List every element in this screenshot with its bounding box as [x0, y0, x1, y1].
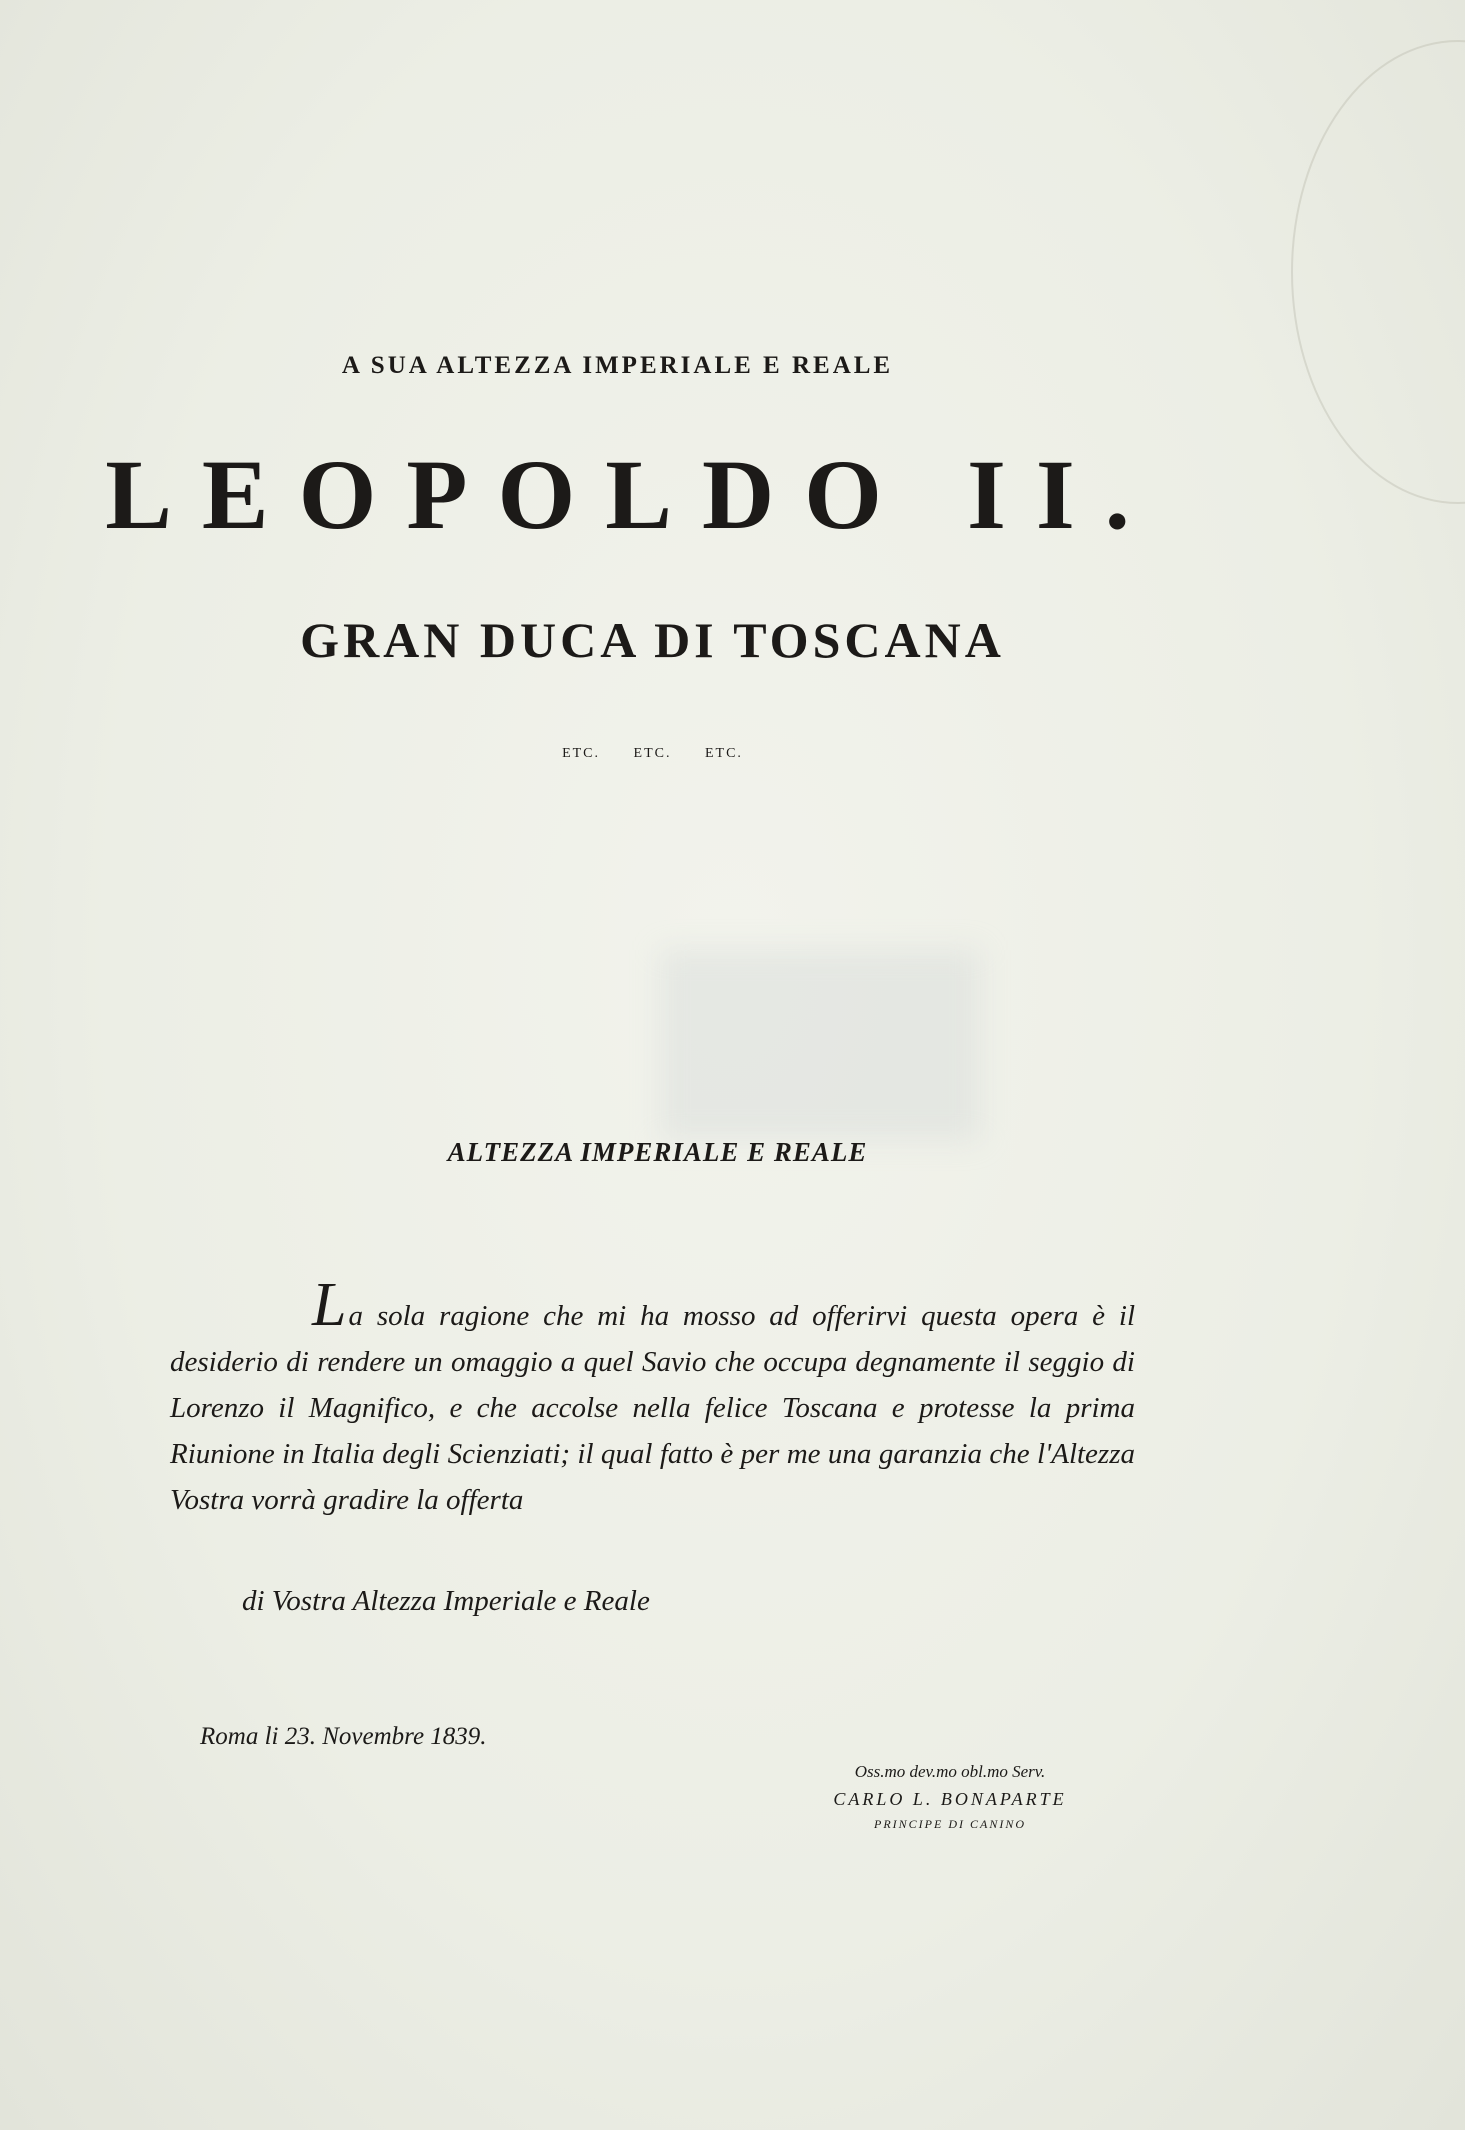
signature-title: PRINCIPE DI CANINO [874, 1817, 1026, 1831]
letter-body [170, 1271, 1135, 1523]
letter-salutation: ALTEZZA IMPERIALE E REALE [447, 1137, 868, 1167]
signature-courtesy: Oss.mo dev.mo obl.mo Serv. [854, 1762, 1046, 1781]
letter-body-text: a sola ragione che mi ha mosso ad offerirvi questa opera è il desiderio di rendere un omaggio a quel Savio che occupa degnamente il seggio di Lorenzo il Magnifico, e che accolse nella felice Toscana e protesse la prima Riunione in Italia degli Scienziati; il qual fatto è per me una garanzia che l'Altezza Vostra vorrà gradire la offerta [170, 1300, 1135, 1516]
dedication-etc [0, 746, 1385, 762]
etc-item: ETC. [562, 746, 601, 761]
signature-name: CARLO L. BONAPARTE [833, 1789, 1067, 1809]
drop-cap: L [312, 1271, 347, 1339]
dedication-name: LEOPOLDO II. [105, 439, 1160, 550]
etc-item: ETC. [704, 746, 743, 761]
letter-date: Roma li 23. Novembre 1839. [200, 1723, 487, 1750]
etc-item: ETC. [633, 746, 672, 761]
signature-block [790, 1760, 1110, 1834]
paper-crease [1291, 40, 1465, 504]
paper-stain [660, 950, 980, 1140]
dedication-heading: A SUA ALTEZZA IMPERIALE E REALE [341, 352, 894, 379]
letter-closing: di Vostra Altezza Imperiale e Reale [242, 1585, 650, 1617]
dedication-title: GRAN DUCA DI TOSCANA [300, 612, 1005, 668]
